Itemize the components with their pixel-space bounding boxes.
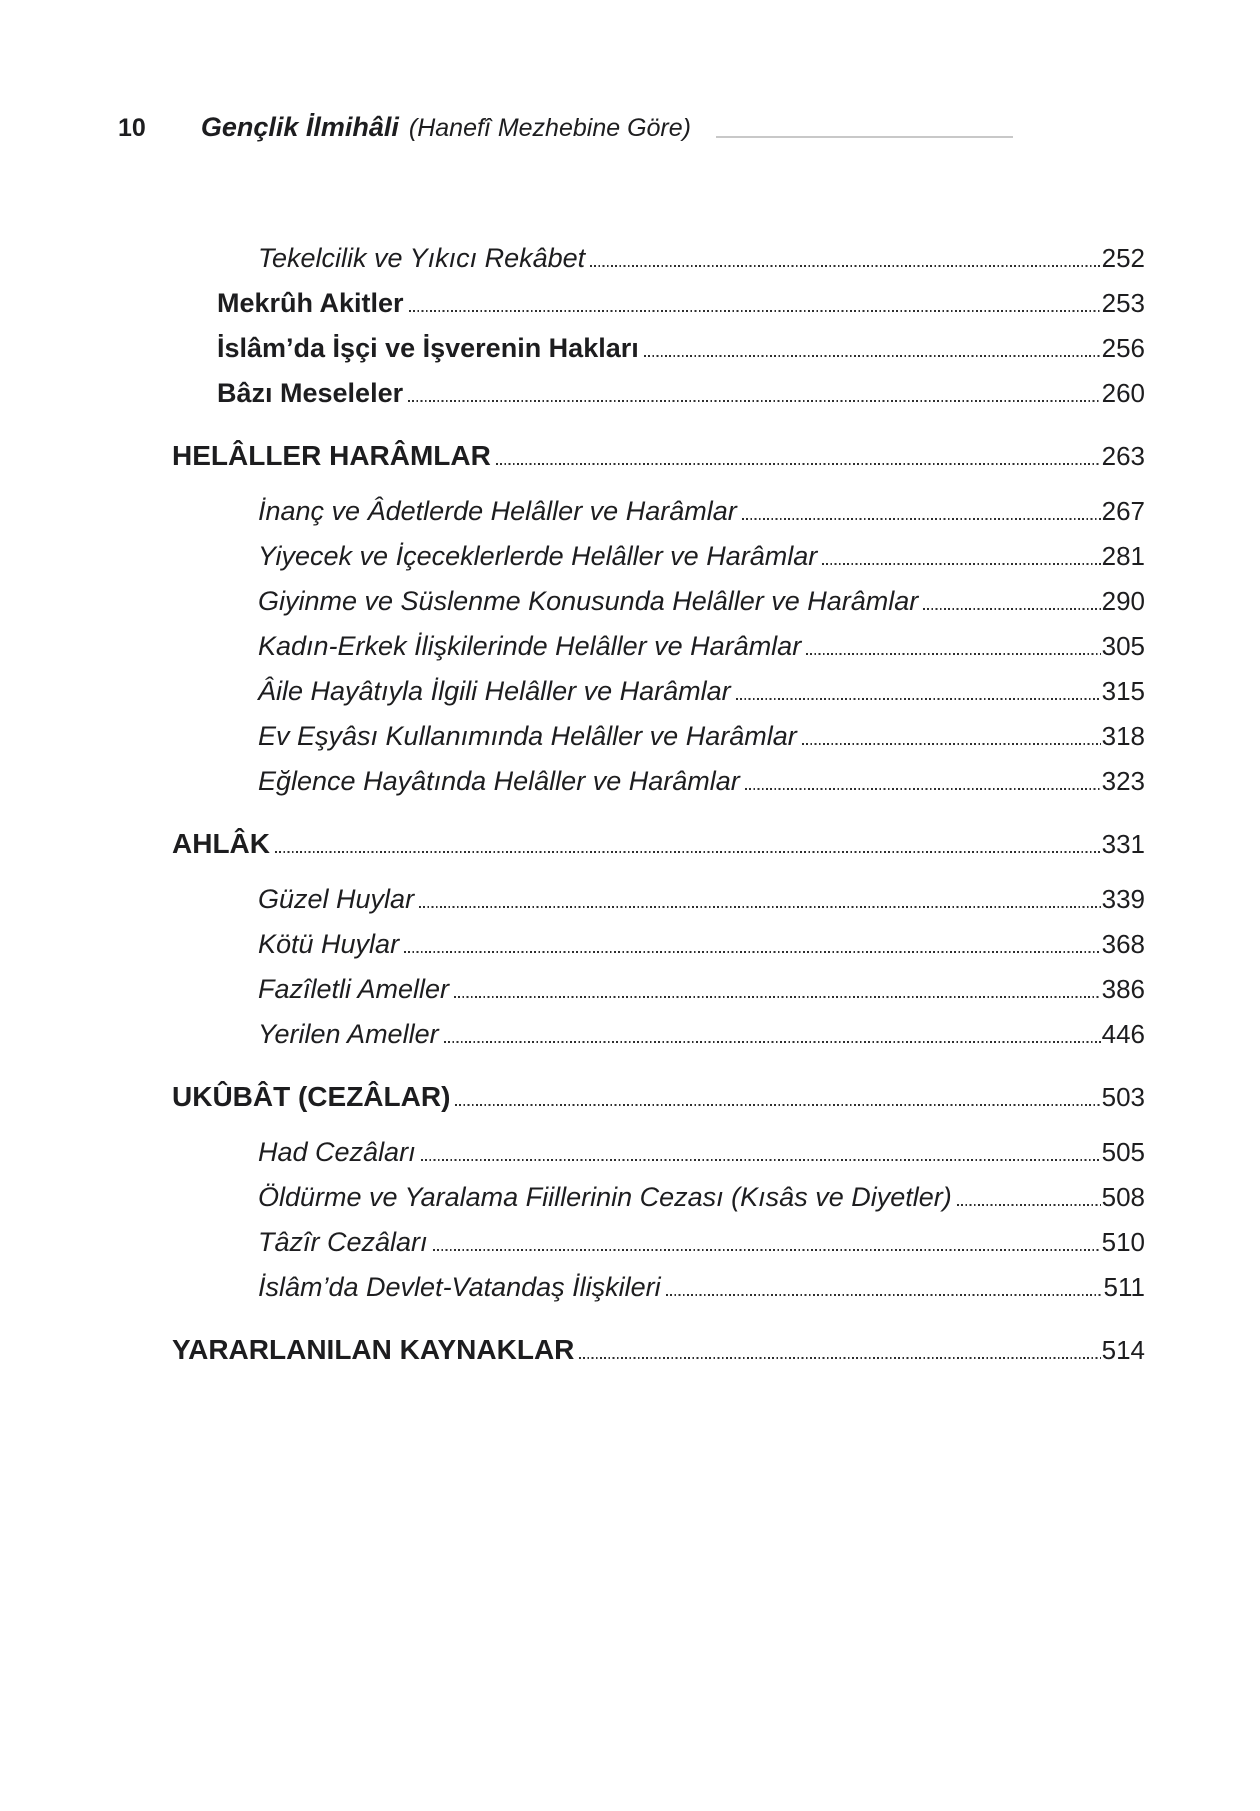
toc-page-number: 510 bbox=[1101, 1227, 1145, 1258]
toc-page-number: 256 bbox=[1101, 333, 1145, 364]
toc-page-number: 446 bbox=[1101, 1019, 1145, 1050]
toc-page-number: 505 bbox=[1101, 1137, 1145, 1168]
dot-leader bbox=[802, 742, 1101, 745]
toc-page-number: 305 bbox=[1101, 631, 1145, 662]
toc-page-number: 253 bbox=[1101, 288, 1145, 319]
toc-row bbox=[172, 364, 1145, 409]
dot-leader bbox=[579, 1356, 1100, 1359]
toc-page-number: 252 bbox=[1101, 243, 1145, 274]
dot-leader bbox=[957, 1203, 1101, 1206]
toc-entry-label: Güzel Huylar bbox=[258, 883, 415, 914]
toc-entry-label: YARARLANILAN KAYNAKLAR bbox=[172, 1333, 575, 1365]
dot-leader bbox=[433, 1248, 1101, 1251]
running-title: Gençlik İlmihâli bbox=[200, 112, 399, 142]
toc-list bbox=[172, 229, 1145, 1376]
toc-entry-label: İslâm’da İşçi ve İşverenin Hakları bbox=[217, 332, 639, 363]
dot-leader bbox=[923, 607, 1100, 610]
toc-page-number: 511 bbox=[1103, 1272, 1145, 1303]
toc-entry-label: Tâzîr Cezâları bbox=[258, 1226, 428, 1257]
toc-entry-label: Mekrûh Akitler bbox=[217, 287, 404, 318]
toc-page-number: 315 bbox=[1101, 676, 1145, 707]
toc-page-number: 260 bbox=[1101, 378, 1145, 409]
dot-leader bbox=[736, 697, 1101, 700]
toc-row bbox=[172, 662, 1145, 707]
toc-entry-label: İnanç ve Âdetlerde Helâller ve Harâmlar bbox=[258, 495, 737, 526]
toc-row bbox=[172, 319, 1145, 364]
dot-leader bbox=[806, 652, 1100, 655]
running-subtitle: (Hanefî Mezhebine Göre) bbox=[408, 114, 691, 142]
toc-row bbox=[172, 815, 1145, 860]
toc-row bbox=[172, 527, 1145, 572]
toc-entry-label: İslâm’da Devlet-Vatandaş İlişkileri bbox=[258, 1271, 661, 1302]
toc-entry-label: Ev Eşyâsı Kullanımında Helâller ve Harâmlar bbox=[258, 720, 797, 751]
toc-row bbox=[172, 229, 1145, 274]
toc-row bbox=[172, 572, 1145, 617]
toc-entry-label: AHLÂK bbox=[172, 827, 270, 859]
dot-leader bbox=[404, 950, 1101, 953]
toc-entry-label: Âile Hayâtıyla İlgili Helâller ve Harâmlar bbox=[258, 675, 731, 706]
toc-row bbox=[172, 1123, 1145, 1168]
toc-row bbox=[172, 870, 1145, 915]
toc-page-number: 331 bbox=[1101, 829, 1145, 860]
toc-entry-label: Had Cezâları bbox=[258, 1136, 416, 1167]
dot-leader bbox=[455, 1103, 1100, 1106]
toc-page-number: 263 bbox=[1101, 441, 1145, 472]
toc-entry-label: Tekelcilik ve Yıkıcı Rekâbet bbox=[258, 242, 586, 273]
toc-row bbox=[172, 1258, 1145, 1303]
dot-leader bbox=[742, 517, 1101, 520]
toc-row bbox=[172, 274, 1145, 319]
dot-leader bbox=[409, 309, 1101, 312]
toc-row bbox=[172, 1068, 1145, 1113]
toc-entry-label: Giyinme ve Süslenme Konusunda Helâller ve Harâmlar bbox=[258, 585, 919, 616]
toc-row bbox=[172, 1321, 1145, 1366]
dot-leader bbox=[644, 354, 1101, 357]
dot-leader bbox=[822, 562, 1100, 565]
page-number: 10 bbox=[118, 114, 146, 142]
toc-entry-label: Yiyecek ve İçeceklerlerde Helâller ve Harâmlar bbox=[258, 540, 818, 571]
header-rule bbox=[716, 136, 1013, 138]
toc-row bbox=[172, 1168, 1145, 1213]
toc-row bbox=[172, 752, 1145, 797]
running-header bbox=[118, 112, 1143, 143]
toc-row bbox=[172, 707, 1145, 752]
dot-leader bbox=[408, 399, 1101, 402]
toc-entry-label: Kötü Huylar bbox=[258, 928, 400, 959]
dot-leader bbox=[454, 995, 1101, 998]
dot-leader bbox=[419, 905, 1101, 908]
toc-page-number: 323 bbox=[1101, 766, 1145, 797]
dot-leader bbox=[745, 787, 1101, 790]
toc-entry-label: HELÂLLER HARÂMLAR bbox=[172, 439, 491, 471]
toc-page-number: 386 bbox=[1101, 974, 1145, 1005]
dot-leader bbox=[421, 1158, 1101, 1161]
toc-page-number: 503 bbox=[1101, 1082, 1145, 1113]
dot-leader bbox=[275, 850, 1101, 853]
toc-entry-label: Öldürme ve Yaralama Fiillerinin Cezası (Kısâs ve Diyetler) bbox=[258, 1181, 952, 1212]
toc-row bbox=[172, 617, 1145, 662]
toc-row bbox=[172, 960, 1145, 1005]
toc-entry-label: UKÛBÂT (CEZÂLAR) bbox=[172, 1080, 451, 1112]
toc-page-number: 368 bbox=[1101, 929, 1145, 960]
toc-row bbox=[172, 1213, 1145, 1258]
toc-page-number: 290 bbox=[1101, 586, 1145, 617]
toc-entry-label: Bâzı Meseleler bbox=[217, 377, 404, 408]
toc-entry-label: Fazîletli Ameller bbox=[258, 973, 450, 1004]
toc-entry-label: Eğlence Hayâtında Helâller ve Harâmlar bbox=[258, 765, 740, 796]
toc-row bbox=[172, 1005, 1145, 1050]
dot-leader bbox=[496, 462, 1101, 465]
toc-page-number: 339 bbox=[1101, 884, 1145, 915]
toc-page-number: 281 bbox=[1101, 541, 1145, 572]
dot-leader bbox=[666, 1293, 1103, 1296]
toc-page-number: 508 bbox=[1101, 1182, 1145, 1213]
toc-row bbox=[172, 427, 1145, 472]
toc-page-number: 514 bbox=[1101, 1335, 1145, 1366]
toc-entry-label: Yerilen Ameller bbox=[258, 1018, 439, 1049]
toc-row bbox=[172, 915, 1145, 960]
dot-leader bbox=[590, 264, 1100, 267]
dot-leader bbox=[444, 1040, 1101, 1043]
toc-page-number: 318 bbox=[1101, 721, 1145, 752]
toc-row bbox=[172, 482, 1145, 527]
toc-page-number: 267 bbox=[1101, 496, 1145, 527]
toc-entry-label: Kadın-Erkek İlişkilerinde Helâller ve Harâmlar bbox=[258, 630, 802, 661]
